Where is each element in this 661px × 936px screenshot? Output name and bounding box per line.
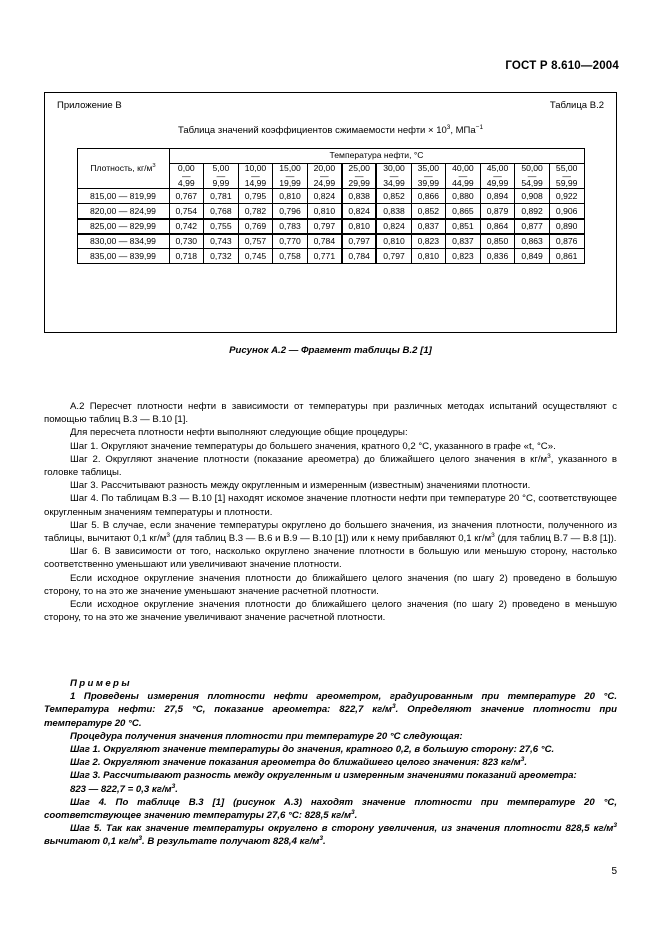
density-range-cell: 825,00 — 829,99 xyxy=(77,219,169,234)
example-step-5-text-b: вычитают 0,1 кг/м xyxy=(44,836,139,848)
coefficient-cell: 0,732 xyxy=(204,249,239,264)
density-range-cell: 815,00 — 819,99 xyxy=(77,189,169,204)
range-dash: — xyxy=(251,171,260,182)
range-low: 25,00 xyxy=(348,163,370,173)
example-step-3: Шаг 3. Рассчитывают разность между округленным и измеренным значениями показаний ареометра: xyxy=(70,770,577,782)
coefficient-cell: 0,797 xyxy=(307,219,342,234)
range-high: 59,99 xyxy=(555,178,578,189)
coefficient-cell: 0,810 xyxy=(307,204,342,219)
step-5-text-a: Шаг 5. В случае, если значение температуры округлено до большего значения, из значения плотности, полученного из таблицы, вычитают 0,1 кг/м xyxy=(44,519,617,545)
coefficient-cell: 0,890 xyxy=(549,219,584,234)
coefficient-cell: 0,851 xyxy=(446,219,481,234)
table-row xyxy=(77,249,584,264)
coefficient-cell: 0,861 xyxy=(549,249,584,264)
coefficient-cell: 0,892 xyxy=(515,204,550,219)
example-step-2 xyxy=(44,756,617,769)
coefficient-cell: 0,781 xyxy=(204,189,239,204)
table-title xyxy=(45,125,616,136)
range-dash: — xyxy=(458,171,468,182)
paragraph-step-4: Шаг 4. По таблицам В.3 — В.10 [1] находят искомое значение плотности нефти при температуре 20 °С, соответствующее округленным значениям температуры и плотности. xyxy=(44,493,617,518)
paragraph-step-5 xyxy=(44,519,617,545)
range-dash: — xyxy=(181,171,191,182)
example-step-4-exponent: 3 xyxy=(351,808,355,816)
coefficient-cell: 0,838 xyxy=(342,189,377,204)
paragraph-rounding-up: Если исходное округление значения плотности до ближайшего целого значения (по шагу 2) проведено в большую сторону, то на это же значение уменьшают значение расчетной плотности. xyxy=(44,572,617,597)
density-column-header xyxy=(77,149,169,189)
example-1-intro xyxy=(44,690,617,730)
coefficient-cell: 0,718 xyxy=(169,249,204,264)
coefficient-cell: 0,852 xyxy=(411,204,446,219)
coefficient-cell: 0,866 xyxy=(411,189,446,204)
range-dash: — xyxy=(389,171,399,182)
example-calculation-text: 823 — 822,7 = 0,3 кг/м xyxy=(70,783,172,795)
example-step-4 xyxy=(44,796,617,822)
coefficient-cell: 0,922 xyxy=(549,189,584,204)
coefficient-cell: 0,797 xyxy=(342,234,377,249)
temperature-range-header xyxy=(169,164,204,189)
paragraph-rounding-down: Если исходное округление значения плотности до ближайшего целого значения (по шагу 2) проведено в меньшую сторону, то на это же значение увеличивают значение расчетной плотности. xyxy=(44,599,617,624)
coefficient-cell: 0,838 xyxy=(376,204,411,219)
table-title-post: , МПа xyxy=(450,125,476,136)
example-1-text-b: . Определяют значение плотности при температуре 20 °С. xyxy=(44,704,618,729)
range-high: 24,99 xyxy=(313,178,336,189)
coefficient-cell: 0,824 xyxy=(376,219,411,234)
temperature-range-header xyxy=(238,164,273,189)
coefficient-cell: 0,865 xyxy=(446,204,481,219)
paragraph-step-3: Шаг 3. Рассчитывают разность между округленным и измеренным (известным) значениями плотности. xyxy=(70,480,531,492)
step-2-text-b: , указанного в головке таблицы. xyxy=(44,453,617,479)
example-step-5-exponent-3: 3 xyxy=(319,835,323,843)
table-row xyxy=(77,189,584,204)
coefficient-cell: 0,823 xyxy=(446,249,481,264)
range-dash: — xyxy=(562,171,571,182)
coefficient-cell: 0,757 xyxy=(238,234,273,249)
table-head xyxy=(77,149,584,189)
coefficient-cell: 0,754 xyxy=(169,204,204,219)
coefficient-cell: 0,783 xyxy=(273,219,308,234)
range-high: 44,99 xyxy=(452,178,474,189)
range-high: 4,99 xyxy=(177,178,195,189)
range-high: 54,99 xyxy=(521,178,543,189)
coefficient-cell: 0,769 xyxy=(238,219,273,234)
range-high: 49,99 xyxy=(486,178,509,189)
table-label: Таблица В.2 xyxy=(549,100,604,111)
range-high: 39,99 xyxy=(417,178,440,189)
range-low: 10,00 xyxy=(244,163,267,173)
example-calculation-period: . xyxy=(175,783,178,795)
temperature-range-header xyxy=(307,164,342,189)
step-5-text-c: (для таблиц В.7 — В.8 [1]). xyxy=(494,533,617,545)
coefficient-cell: 0,745 xyxy=(238,249,273,264)
coefficient-cell: 0,880 xyxy=(446,189,481,204)
temperature-range-header xyxy=(549,164,584,189)
range-dash: — xyxy=(424,171,433,182)
example-calculation xyxy=(44,783,617,796)
temperature-range-header xyxy=(273,164,308,189)
temperature-range-header xyxy=(342,164,377,189)
paragraph-general-procedures: Для пересчета плотности нефти выполняют следующие общие процедуры: xyxy=(70,427,408,439)
example-step-5 xyxy=(44,822,617,848)
paragraph-step-1: Шаг 1. Округляют значение температуры до большего значения, кратного 0,2 °С, указанного в графе «t, °С». xyxy=(70,440,556,452)
temperature-range-header xyxy=(204,164,239,189)
coefficient-cell: 0,784 xyxy=(342,249,377,264)
range-low: 45,00 xyxy=(486,163,509,173)
paragraph-step-6: Шаг 6. В зависимости от того, насколько округлено значение плотности в большую или меньшую сторону, настолько соответственно уменьшают или увеличивают значение плотности. xyxy=(44,546,617,571)
coefficient-cell: 0,755 xyxy=(204,219,239,234)
range-low: 55,00 xyxy=(555,163,578,173)
examples-block xyxy=(44,677,617,849)
coefficient-cell: 0,770 xyxy=(273,234,308,249)
example-procedure-intro: Процедура получения значения плотности при температуре 20 °С следующая: xyxy=(70,730,463,742)
example-step-2-exponent: 3 xyxy=(520,756,525,764)
step-5-exponent-1: 3 xyxy=(166,531,170,539)
coefficient-cell: 0,894 xyxy=(480,189,515,204)
range-low: 30,00 xyxy=(383,163,405,173)
step-5-exponent-2: 3 xyxy=(491,531,495,539)
example-step-5-text-d: . xyxy=(322,836,326,848)
range-high: 9,99 xyxy=(212,178,230,189)
range-dash: — xyxy=(493,171,502,182)
range-high: 29,99 xyxy=(348,178,370,189)
temperature-range-header xyxy=(411,164,446,189)
table-title-exponent: 3 xyxy=(446,123,451,131)
coefficient-cell: 0,849 xyxy=(515,249,550,264)
table-title-exponent-2: −1 xyxy=(475,123,484,131)
example-step-1: Шаг 1. Округляют значение температуры до значения, кратного 0,2, в большую сторону: 27,6 °С. xyxy=(70,744,555,756)
coefficient-cell: 0,771 xyxy=(307,249,342,264)
example-step-4-text-b: . xyxy=(354,810,358,822)
example-step-5-exponent-2: 3 xyxy=(138,835,143,843)
range-dash: — xyxy=(216,171,226,182)
density-range-cell: 820,00 — 824,99 xyxy=(77,204,169,219)
coefficient-cell: 0,863 xyxy=(515,234,550,249)
coefficient-cell: 0,743 xyxy=(204,234,239,249)
range-low: 0,00 xyxy=(177,163,195,173)
range-low: 35,00 xyxy=(417,163,440,173)
range-high: 14,99 xyxy=(244,178,267,189)
example-1-exponent: 3 xyxy=(392,703,396,711)
coefficient-cell: 0,824 xyxy=(342,204,377,219)
coefficient-cell: 0,797 xyxy=(376,249,411,264)
paragraph-a2: А.2 Пересчет плотности нефти в зависимости от температуры при различных методах испытаний осуществляют с помощью таблиц В.3 — В.10 [1]. xyxy=(44,401,617,426)
body-text-block xyxy=(44,400,617,624)
range-low: 50,00 xyxy=(521,163,543,173)
example-1-text-a: 1 Проведены измерения плотности нефти ареометром, градуированным при температуре 20 °С. Температура нефти: 27,5 °С, показание ареометра: 822,7 кг/м xyxy=(44,691,617,716)
coefficient-cell: 0,810 xyxy=(342,219,377,234)
coefficient-cell: 0,877 xyxy=(515,219,550,234)
coefficient-table xyxy=(77,148,585,264)
standard-header: ГОСТ Р 8.610—2004 xyxy=(505,60,619,72)
coefficient-cell: 0,876 xyxy=(549,234,584,249)
figure-caption: Рисунок А.2 — Фрагмент таблицы В.2 [1] xyxy=(229,345,432,356)
range-dash: — xyxy=(354,171,364,182)
coefficient-cell: 0,810 xyxy=(411,249,446,264)
step-5-text-b: (для таблиц В.3 — В.6 и В.9 — В.10 [1]) или к нему прибавляют 0,1 кг/м xyxy=(169,533,492,545)
coefficient-cell: 0,864 xyxy=(480,219,515,234)
coefficient-cell: 0,879 xyxy=(480,204,515,219)
step-2-text-a: Шаг 2. Округляют значение плотности (показание ареометра) до ближайшего целого значения в кг/м xyxy=(70,453,548,465)
coefficient-cell: 0,768 xyxy=(204,204,239,219)
range-dash: — xyxy=(320,171,329,182)
examples-heading: Примеры xyxy=(70,678,132,689)
coefficient-cell: 0,730 xyxy=(169,234,204,249)
density-header-exponent: 3 xyxy=(152,163,156,170)
page-number: 5 xyxy=(611,866,617,877)
example-step-5-text-a: Шаг 5. Так как значение температуры округлено в сторону увеличения, из значения плотности 828,5 кг/м xyxy=(70,823,614,835)
range-high: 19,99 xyxy=(279,178,301,189)
example-step-4-text-a: Шаг 4. По таблице В.3 [1] (рисунок А.3) находят значение плотности при температуре 20 °С, соответствующее значению температуры 27,6 °С: 828,5 кг/м xyxy=(44,796,617,822)
temperature-range-header xyxy=(480,164,515,189)
figure-top-row xyxy=(45,93,616,111)
coefficient-table-wrapper xyxy=(77,148,585,264)
example-step-2-text-a: Шаг 2. Округляют значение показания ареометра до ближайшего целого значения: 823 кг/м xyxy=(70,757,521,769)
coefficient-cell: 0,837 xyxy=(446,234,481,249)
temperature-range-header xyxy=(446,164,481,189)
coefficient-cell: 0,784 xyxy=(307,234,342,249)
step-2-exponent: 3 xyxy=(547,452,551,460)
coefficient-cell: 0,823 xyxy=(411,234,446,249)
table-row xyxy=(77,219,584,234)
coefficient-cell: 0,810 xyxy=(273,189,308,204)
coefficient-cell: 0,742 xyxy=(169,219,204,234)
density-range-cell: 830,00 — 834,99 xyxy=(77,234,169,249)
paragraph-step-2 xyxy=(44,453,617,479)
coefficient-cell: 0,850 xyxy=(480,234,515,249)
example-step-5-exponent-1: 3 xyxy=(613,822,617,830)
range-dash: — xyxy=(285,171,295,182)
table-body xyxy=(77,189,584,264)
coefficient-cell: 0,795 xyxy=(238,189,273,204)
range-low: 5,00 xyxy=(212,163,230,173)
density-header-text: Плотность, кг/м xyxy=(90,163,153,174)
range-dash: — xyxy=(527,171,537,182)
table-head-row-1 xyxy=(77,149,584,164)
range-low: 20,00 xyxy=(313,163,336,173)
table-row xyxy=(77,234,584,249)
figure-frame xyxy=(44,92,617,333)
temperature-range-header xyxy=(515,164,550,189)
range-high: 34,99 xyxy=(383,178,405,189)
coefficient-cell: 0,837 xyxy=(411,219,446,234)
example-step-2-text-b: . xyxy=(524,757,527,769)
coefficient-cell: 0,782 xyxy=(238,204,273,219)
coefficient-cell: 0,908 xyxy=(515,189,550,204)
coefficient-cell: 0,906 xyxy=(549,204,584,219)
range-low: 15,00 xyxy=(279,163,301,173)
coefficient-cell: 0,810 xyxy=(376,234,411,249)
coefficient-cell: 0,767 xyxy=(169,189,204,204)
coefficient-cell: 0,836 xyxy=(480,249,515,264)
density-range-cell: 835,00 — 839,99 xyxy=(77,249,169,264)
coefficient-cell: 0,852 xyxy=(376,189,411,204)
example-calculation-exponent: 3 xyxy=(171,782,176,790)
appendix-label: Приложение В xyxy=(57,100,122,111)
temperature-range-header xyxy=(376,164,411,189)
coefficient-cell: 0,758 xyxy=(273,249,308,264)
coefficient-cell: 0,824 xyxy=(307,189,342,204)
coefficient-cell: 0,796 xyxy=(273,204,308,219)
table-row xyxy=(77,204,584,219)
example-step-5-text-c: . В результате получают 828,4 кг/м xyxy=(142,836,320,848)
table-title-pre: Таблица значений коэффициентов сжимаемости нефти × 10 xyxy=(177,125,447,136)
range-low: 40,00 xyxy=(452,163,474,173)
temperature-group-header: Температура нефти, °С xyxy=(169,149,584,164)
